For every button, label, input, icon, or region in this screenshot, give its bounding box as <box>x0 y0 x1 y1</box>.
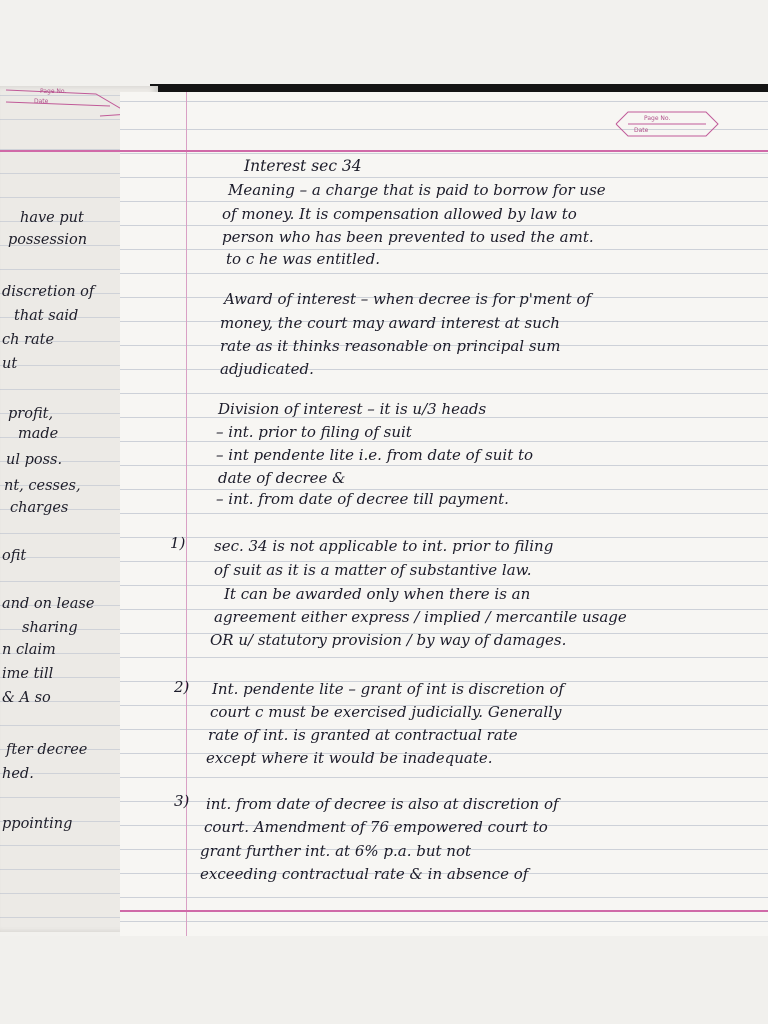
note-line: person who has been prevented to used the amt. <box>222 228 594 246</box>
point-number: 3) <box>174 792 190 810</box>
left-line: ime till <box>2 666 54 682</box>
left-line: ut <box>2 356 18 372</box>
note-line: sec. 34 is not applicable to int. prior to filing <box>214 537 554 555</box>
note-line: rate as it thinks reasonable on principal sum <box>220 337 561 355</box>
note-line: exceeding contractual rate & in absence of <box>200 865 529 883</box>
left-line: ofit <box>2 548 27 564</box>
note-title: Interest sec 34 <box>244 157 362 175</box>
note-line: OR u/ statutory provision / by way of damages. <box>210 631 567 649</box>
left-line: fter decree <box>6 742 88 758</box>
left-line: that said <box>14 308 79 324</box>
note-line: grant further int. at 6% p.a. but not <box>200 842 472 860</box>
note-line: rate of int. is granted at contractual rate <box>208 726 518 744</box>
note-line: It can be awarded only when there is an <box>224 585 531 603</box>
left-line: nt, cesses, <box>4 478 81 494</box>
date-label: Date <box>634 127 649 134</box>
page-no-label: Page No. <box>644 115 671 122</box>
left-date-label: Date <box>34 98 49 105</box>
left-line: and on lease <box>2 596 95 612</box>
note-line: except where it would be inadequate. <box>206 749 493 767</box>
left-line: ppointing <box>2 816 73 832</box>
note-line: of suit as it is a matter of substantive law. <box>214 561 532 579</box>
desk-surface <box>0 936 768 1024</box>
note-line: – int. prior to filing of suit <box>216 423 412 441</box>
left-line: charges <box>10 500 69 516</box>
note-line: Int. pendente lite – grant of int is discretion of <box>212 680 565 698</box>
left-line: hed. <box>2 766 34 782</box>
left-line: sharing <box>22 620 78 636</box>
left-line: & A so <box>2 690 51 706</box>
note-line: int. from date of decree is also at discretion of <box>206 795 559 813</box>
note-line: – int pendente lite i.e. from date of suit to <box>216 446 534 464</box>
left-line: possession <box>8 232 88 248</box>
left-line: have put <box>20 210 84 226</box>
note-line: adjudicated. <box>220 360 314 378</box>
note-line: of money. It is compensation allowed by law to <box>222 205 577 223</box>
point-number: 1) <box>170 534 186 552</box>
left-line: ul poss. <box>6 452 63 468</box>
note-line: Division of interest – it is u/3 heads <box>218 400 487 418</box>
left-line: profit, <box>8 406 54 422</box>
right-notebook-page <box>120 92 768 936</box>
note-line: money, the court may award interest at such <box>220 314 560 332</box>
note-line: – int. from date of decree till payment. <box>216 490 509 508</box>
note-line: Award of interest – when decree is for p'ment of <box>224 290 592 308</box>
point-number: 2) <box>174 678 190 696</box>
note-line: Meaning – a charge that is paid to borrow for use <box>228 181 606 199</box>
left-page-no-label: Page No. <box>40 88 67 95</box>
left-line: n claim <box>2 642 56 658</box>
note-line: to c he was entitled. <box>226 250 380 268</box>
note-line: court. Amendment of 76 empowered court to <box>204 818 548 836</box>
left-line: discretion of <box>2 284 95 300</box>
note-line: date of decree & <box>218 469 346 487</box>
left-line: made <box>18 426 59 442</box>
left-line: ch rate <box>2 332 55 348</box>
note-line: agreement either express / implied / mercantile usage <box>214 608 627 626</box>
note-line: court c must be exercised judicially. Generally <box>210 703 562 721</box>
handwritten-notes <box>120 92 768 936</box>
